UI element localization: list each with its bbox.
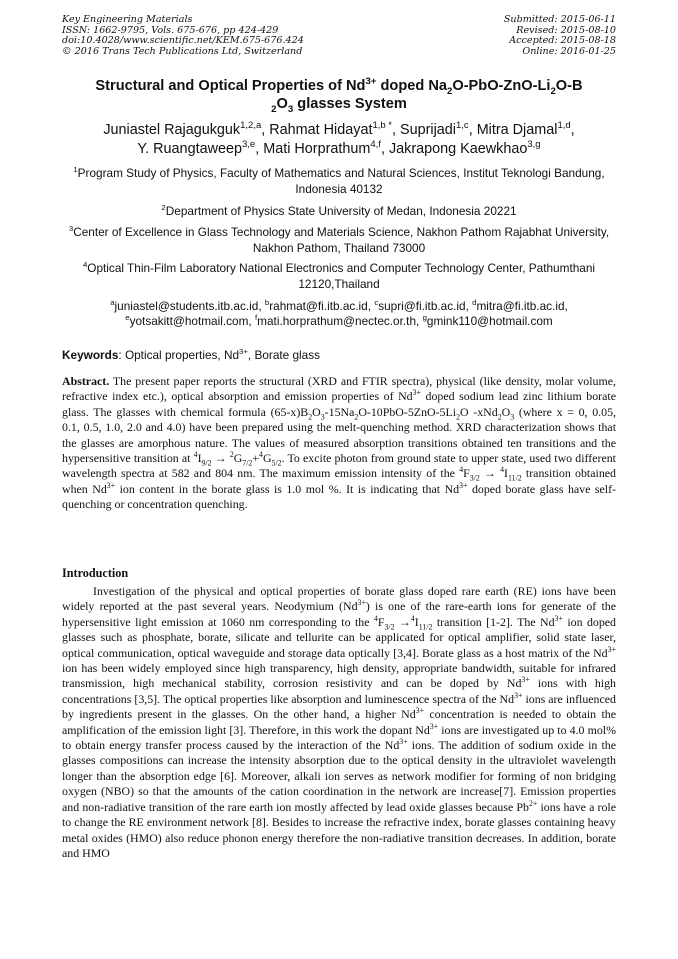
email-link[interactable]: juniastel@students.itb.ac.id <box>114 299 259 313</box>
issn-line: ISSN: 1662-9795, Vols. 675-676, pp 424-429 <box>62 24 279 36</box>
journal-header-right <box>504 15 616 57</box>
keywords-label: Keywords <box>62 348 119 362</box>
paper-title: Structural and Optical Properties of $Nd^{3+}$ doped $Na_2O-PbO-ZnO-Li_2O-B$ $_2O_3$ glasses System <box>95 76 583 115</box>
online-date: Online: 2016-01-25 <box>522 45 616 57</box>
affiliation-4: $^4$Optical Thin-Film Laboratory National Electronics and Computer Technology Center, Pathumthani 12120,Thailand <box>82 260 596 291</box>
affiliation-3: $^3$Center of Excellence in Glass Technology and Materials Science, Nakhon Pathom Rajabhat University, Nakhon Pathom, Thailand 73000 <box>68 224 610 255</box>
author-name: Mati Horprathum <box>263 141 371 157</box>
email-link[interactable]: rahmat@fi.itb.ac.id <box>269 299 368 313</box>
journal-header-left <box>62 15 304 57</box>
email-link[interactable]: mati.horprathum@nectec.or.th <box>257 314 417 328</box>
email-link[interactable]: gmink110@hotmail.com <box>426 314 553 328</box>
introduction-heading: Introduction <box>62 566 129 580</box>
abstract-label: Abstract. <box>62 374 110 388</box>
email-list: $^a$juniastel@students.itb.ac.id, $^b$rahmat@fi.itb.ac.id, $^c$supri@fi.itb.ac.id, $^d$mitra@fi.itb.ac.id, $^e$yotsakitt@hotmail.com, $^f$mati.horprathum@nectec.or.th, $^g$gmink110@hotmail.com <box>110 298 568 328</box>
copyright-line: © 2016 Trans Tech Publications Ltd, Switzerland <box>62 45 303 57</box>
doi-line: doi:10.4028/www.scientific.net/KEM.675-676.424 <box>62 35 304 47</box>
author-list: Juniastel Rajagukguk$^{1,2,a}$, Rahmat Hidayat$^{1,b *}$, Suprijadi$^{1,c}$, Mitra Djamal$^{1,d}$, Y. Ruangtaweep$^{3,e}$, Mati Horprathum$^{4,f}$, Jakrapong Kaewkhao$^{3,g}$ <box>103 120 575 157</box>
email-link[interactable]: mitra@fi.itb.ac.id <box>476 299 565 313</box>
introduction-paragraph: Investigation of the physical and optical properties of borate glass doped rare earth (RE) ions have been widely reported at the past several years. Neodymium $(Nd^{3+})$ is one of the rare-earth ions for generate of the hypersensitive light emission at 1060 nm corresponding to the $^4F_{3/2} \to^4I_{11/2}$ transition [1-2]. The $Nd^{3+}$ ion doped glasses such as phosphate, borate, silicate and tellurite can be applicated for optical amplifier, solid state laser, optical communication, optical waveguide and storage data optically [3,4]. Borate glass as a host matrix of the $Nd^{3+}$ ion has been widely employed since high transparency, high density, appropriate bandwidth, suitable for infrared transmission, high mechanical stability, corrosion resistivity and can be doped by $Nd^{3+}$ ions with high concentrations [3,5]. The optical properties like absorption and luminescence spectra of the $Nd^{3+}$ ions are influenced by ingredients present in the glasses. On the other hand, a higher $Nd^{3+}$ concentration is needed to obtain the amplification of the emission light [3]. Therefore, in this work the dopant $Nd^{3+}$ ions are investigated up to 4.0 mol% to obtain energy transfer process caused by the interaction of the $Nd^{3+}$ ions. The addition of sodium oxide in the glasses compositions can increase the intensity absorption due to the optical density in the ultraviolet wavelength longer than the absorption edge [6]. Moreover, alkali ion serves as network modifier for forming of non bridging oxygen (NBO) so that the amounts of the cation coordination in the network are increase[7]. Emission properties and non-radiative transition of the rare earth ion mostly affected by lead oxide glasses because $Pb^{2+}$ ions have a role to change the RE environment network [8]. Besides to increase the refractive index, borate glasses containing heavy metal oxides (HMO) also reduce phonon energy therefore the non-radiative transition decreases. In addition, borate and HMO <box>62 584 617 860</box>
author-name: Mitra Djamal <box>476 122 558 138</box>
author-name: Jakrapong Kaewkhao <box>388 141 528 157</box>
submitted-date: Submitted: 2015-06-11 <box>503 14 616 25</box>
author-name: Suprijadi <box>400 122 456 138</box>
author-name: Rahmat Hidayat <box>269 122 373 138</box>
accepted-date: Accepted: 2015-08-18 <box>509 35 616 47</box>
author-name: Juniastel Rajagukguk <box>103 122 241 138</box>
author-name: Y. Ruangtaweep <box>137 141 242 157</box>
revised-date: Revised: 2015-08-10 <box>516 24 616 36</box>
email-link[interactable]: supri@fi.itb.ac.id <box>378 299 466 313</box>
journal-name: Key Engineering Materials <box>62 14 193 25</box>
affiliation-1: $^1$Program Study of Physics, Faculty of Mathematics and Natural Sciences, Institut Teknologi Bandung, Indonesia 40132 <box>73 165 605 196</box>
affiliation-2: $^2$Department of Physics State University of Medan, Indonesia 20221 <box>161 203 517 218</box>
email-link[interactable]: yotsakitt@hotmail.com <box>129 314 249 328</box>
keywords-line: Keywords: Optical properties, $Nd^{3+}$, Borate glass <box>62 347 321 362</box>
abstract-paragraph: Abstract. The present paper reports the structural (XRD and FTIR spectra), physical (like density, molar volume, refractive index etc.), optical absorption and emission properties of $Nd^{3+}$ doped sodium lead zinc lithium borate glass. The glasses with chemical formula $(65-x)B_2O_3-15Na_2O-10PbO-5ZnO-5Li_2O$ $-xNd_2O_3$ (where x = 0, 0.05, 0.1, 0.5, 1.0, 2.0 and 4.0) have been prepared using the melt-quenching method. XRD characterization shows that the glasses are amorphous nature. The values of measured absorption transitions obtained ten transitions and the hypersensitive transition at $^4I_{9/2} \to ^2G_{7/2}+^4G_{5/2}$. To excite photon from ground state to upper state, used two different wavelength spectra at 582 and 804 nm. The maximum emission intensity of the $^4F_{3/2} \to ^4I_{11/2}$ transition obtained when $Nd^{3+}$ ion content in the borate glass is 1.0 mol %. It is indicating that $Nd^{3+}$ doped borate glass have self-quenching or concentration quenching. <box>62 374 617 512</box>
